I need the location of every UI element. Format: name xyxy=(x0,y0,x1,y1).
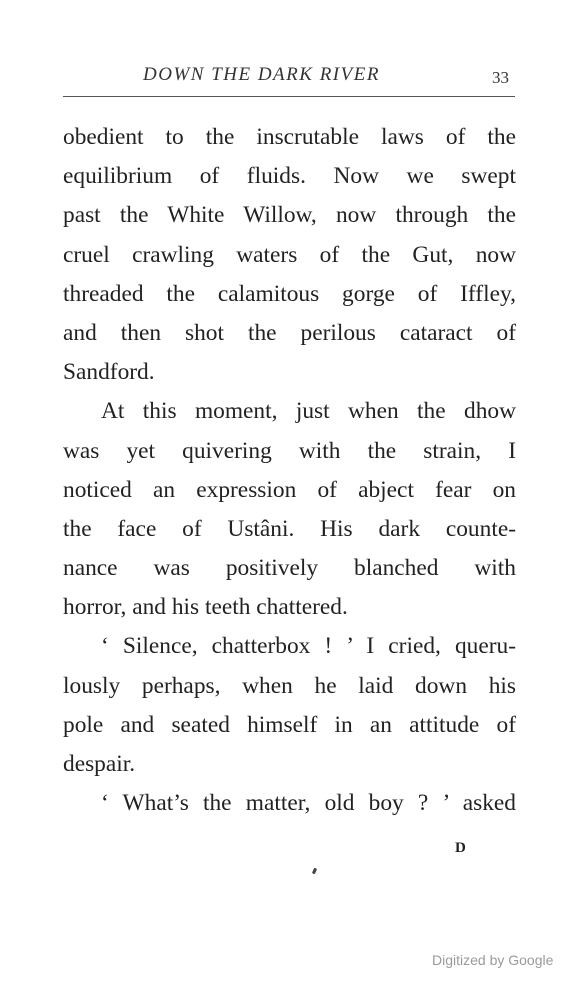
text-line: pole and seated himself in an attitude of xyxy=(63,711,516,738)
text-line: despair. xyxy=(63,751,136,777)
header-rule xyxy=(63,96,515,97)
text-line: Sandford. xyxy=(63,359,155,386)
text-line: At this moment, just when the dhow xyxy=(101,398,516,425)
text-line: ‘ Silence, chatterbox ! ’ I cried, queru- xyxy=(101,633,516,660)
text-line: horror, and his teeth chattered. xyxy=(63,594,348,621)
page-number: 33 xyxy=(492,68,509,87)
running-head xyxy=(0,60,575,90)
text-line: ‘ What’s the matter, old boy ? ’ asked xyxy=(101,790,516,817)
text-line: obedient to the inscrutable laws of the xyxy=(63,124,516,150)
text-line: threaded the calamitous gorge of Iffley, xyxy=(63,280,516,307)
text-line: and then shot the perilous cataract of xyxy=(63,319,516,346)
text-line: noticed an expression of abject fear on xyxy=(63,476,516,503)
running-title: DOWN THE DARK RIVER xyxy=(143,64,380,85)
text-line: nance was positively blanched with xyxy=(63,555,516,582)
text-line: was yet quivering with the strain, I xyxy=(63,437,516,464)
text-line: past the White Willow, now through the xyxy=(63,202,516,229)
signature-mark: D xyxy=(455,840,466,856)
body-text xyxy=(63,118,516,823)
digitization-watermark: Digitized by Google xyxy=(432,952,554,968)
text-line: lously perhaps, when he laid down his xyxy=(63,672,516,699)
text-line: the face of Ustâni. His dark counte- xyxy=(63,515,516,542)
text-line: equilibrium of fluids. Now we swept xyxy=(63,163,516,190)
ink-speck xyxy=(312,868,317,875)
text-line: cruel crawling waters of the Gut, now xyxy=(63,241,516,268)
